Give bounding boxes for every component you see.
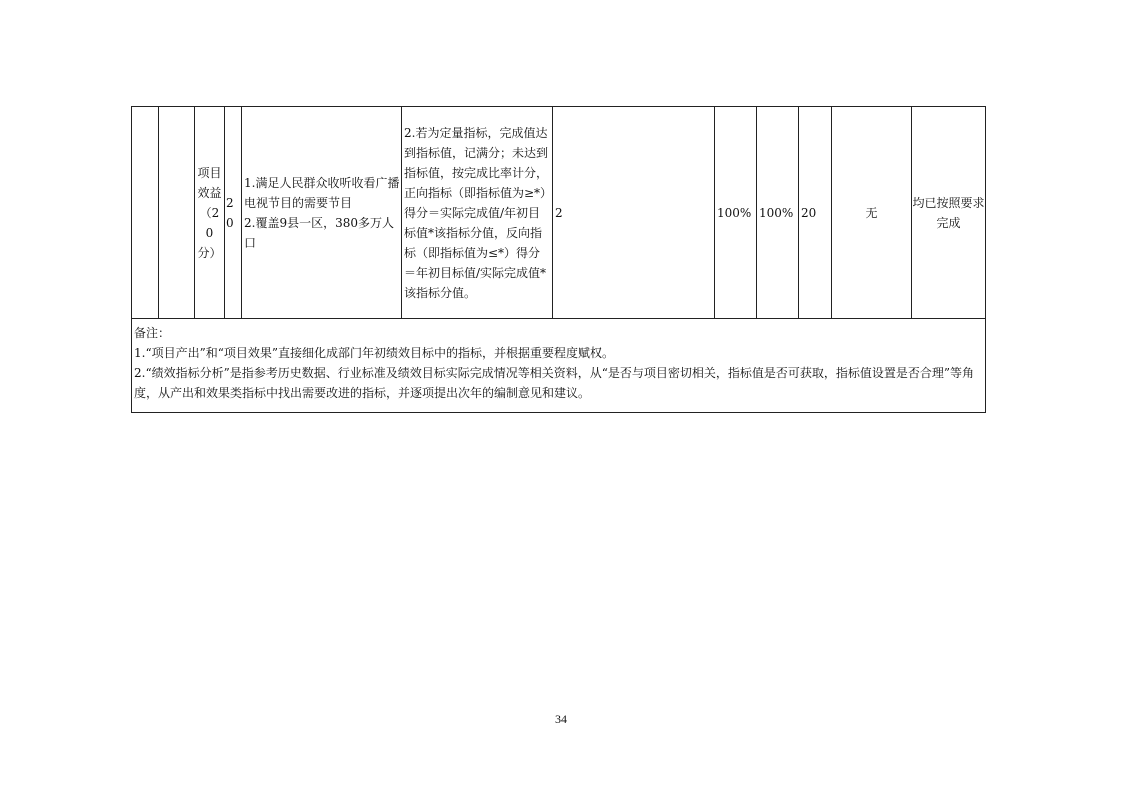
performance-table — [131, 106, 986, 413]
score-standard-cell: 2 — [553, 107, 715, 319]
empty-cell-2 — [159, 107, 195, 319]
notes-cell — [132, 319, 986, 413]
remark-cell: 均已按照要求完成 — [912, 107, 986, 319]
weight-cell: 20 — [225, 107, 242, 319]
notes-heading: 备注： — [134, 326, 171, 340]
content-cell: 1.满足人民群众收听收看广播电视节目的需要节目 2.覆盖9县一区，380多万人口 — [242, 107, 402, 319]
page-number: 34 — [555, 712, 567, 726]
empty-cell-1 — [132, 107, 159, 319]
target-value-cell: 100% — [715, 107, 757, 319]
note-line-2: 2.“绩效指标分析”是指参考历史数据、行业标准及绩效目标实际完成情况等相关资料，从“是否与项目密切相关，指标值是否可获取，指标值设置是否合理”等角度，从产出和效果类指标中找出需要改进的指标，并逐项提出次年的编制意见和建议。 — [134, 366, 974, 400]
actual-value-cell: 100% — [757, 107, 799, 319]
table-row — [132, 107, 986, 319]
notes-row — [132, 319, 986, 413]
indicator-name-cell: 项目 效益 （20 分） — [195, 107, 225, 319]
score-cell: 20 — [799, 107, 832, 319]
method-cell: 2.若为定量指标，完成值达到指标值，记满分；未达到指标值，按完成比率计分，正向指标（即指标值为≥*）得分＝实际完成值/年初目标值*该指标分值，反向指标（即指标值为≤*）得分＝年初目标值/实际完成值*该指标分值。 — [402, 107, 553, 319]
note-line-1: 1.“项目产出”和“项目效果”直接细化成部门年初绩效目标中的指标，并根据重要程度赋权。 — [134, 346, 614, 360]
deviation-cell: 无 — [832, 107, 912, 319]
